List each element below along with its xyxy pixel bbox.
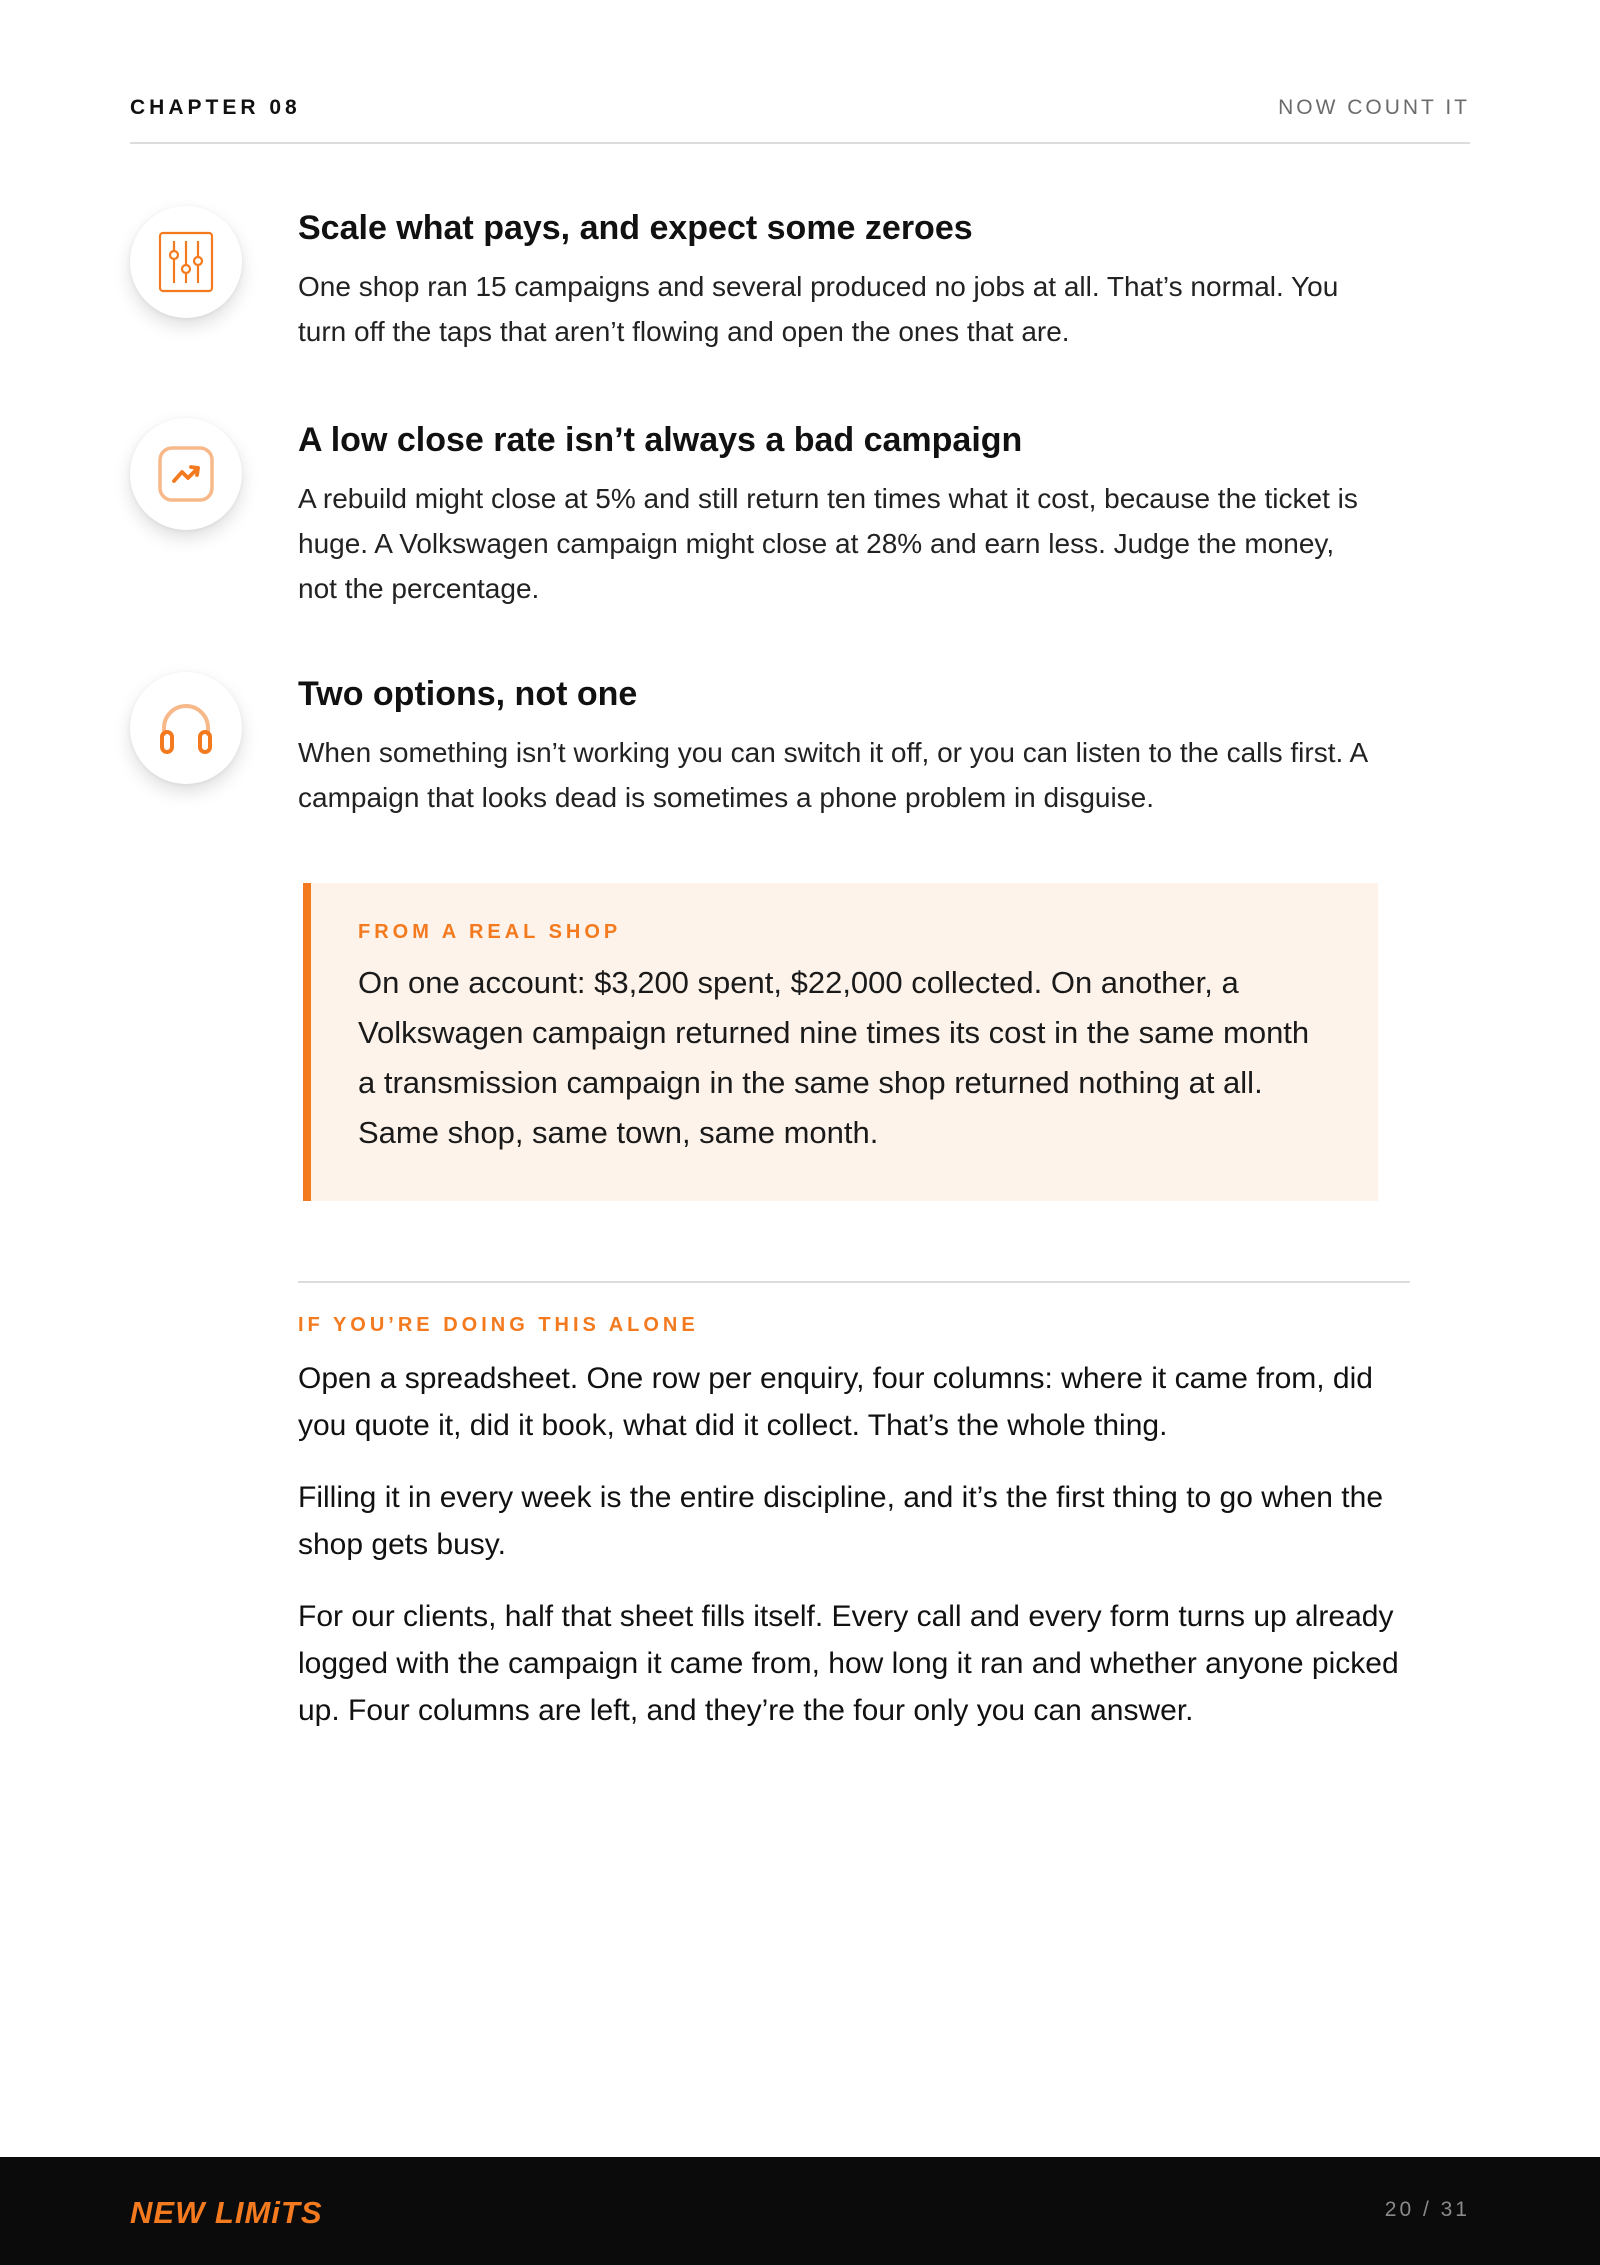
chapter-label: CHAPTER 08 xyxy=(130,96,301,119)
alone-body xyxy=(298,1355,1418,1759)
section-title: NOW COUNT IT xyxy=(1278,96,1470,119)
section-divider xyxy=(298,1281,1410,1283)
alone-paragraph: Filling it in every week is the entire discipline, and it’s the first thing to go when the shop gets busy. xyxy=(298,1481,1384,1561)
feature-title: A low close rate isn’t always a bad campaign xyxy=(298,421,1023,459)
sliders-icon xyxy=(130,206,242,318)
feature-title: Scale what pays, and expect some zeroes xyxy=(298,209,973,247)
callout-label: FROM A REAL SHOP xyxy=(358,921,622,943)
trending-up-icon xyxy=(130,418,242,530)
callout-body: On one account: $3,200 spent, $22,000 collected. On another, a Volkswagen campaign returned nine times its cost in the same month a transmission campaign in the same shop returned nothing at all. Same shop, same town, same month. xyxy=(358,965,1310,1150)
headphones-icon xyxy=(130,672,242,784)
page-footer xyxy=(0,2157,1600,2265)
alone-paragraph: Open a spreadsheet. One row per enquiry, four columns: where it came from, did you quote it, did it book, what did it collect. That’s the whole thing. xyxy=(298,1362,1373,1442)
page-number: 20 / 31 xyxy=(1384,2198,1470,2221)
feature-body: One shop ran 15 campaigns and several produced no jobs at all. That’s normal. You turn off the taps that aren’t flowing and open the ones that are. xyxy=(298,271,1339,347)
feature-body: When something isn’t working you can switch it off, or you can listen to the calls first. A campaign that looks dead is sometimes a phone problem in disguise. xyxy=(298,737,1367,813)
chapter-header xyxy=(130,96,1470,144)
alone-label: IF YOU’RE DOING THIS ALONE xyxy=(298,1314,699,1336)
feature-title: Two options, not one xyxy=(298,675,638,713)
real-shop-callout xyxy=(303,883,1378,1201)
feature-body: A rebuild might close at 5% and still return ten times what it cost, because the ticket is huge. A Volkswagen campaign might close at 28% and earn less. Judge the money, not the percentage. xyxy=(298,483,1358,604)
brand-logo: NEW LIMiTS xyxy=(130,2195,323,2230)
alone-paragraph: For our clients, half that sheet fills itself. Every call and every form turns up already logged with the campaign it came from, how long it ran and whether anyone picked up. Four columns are left, and they’re the four only you can answer. xyxy=(298,1600,1399,1727)
